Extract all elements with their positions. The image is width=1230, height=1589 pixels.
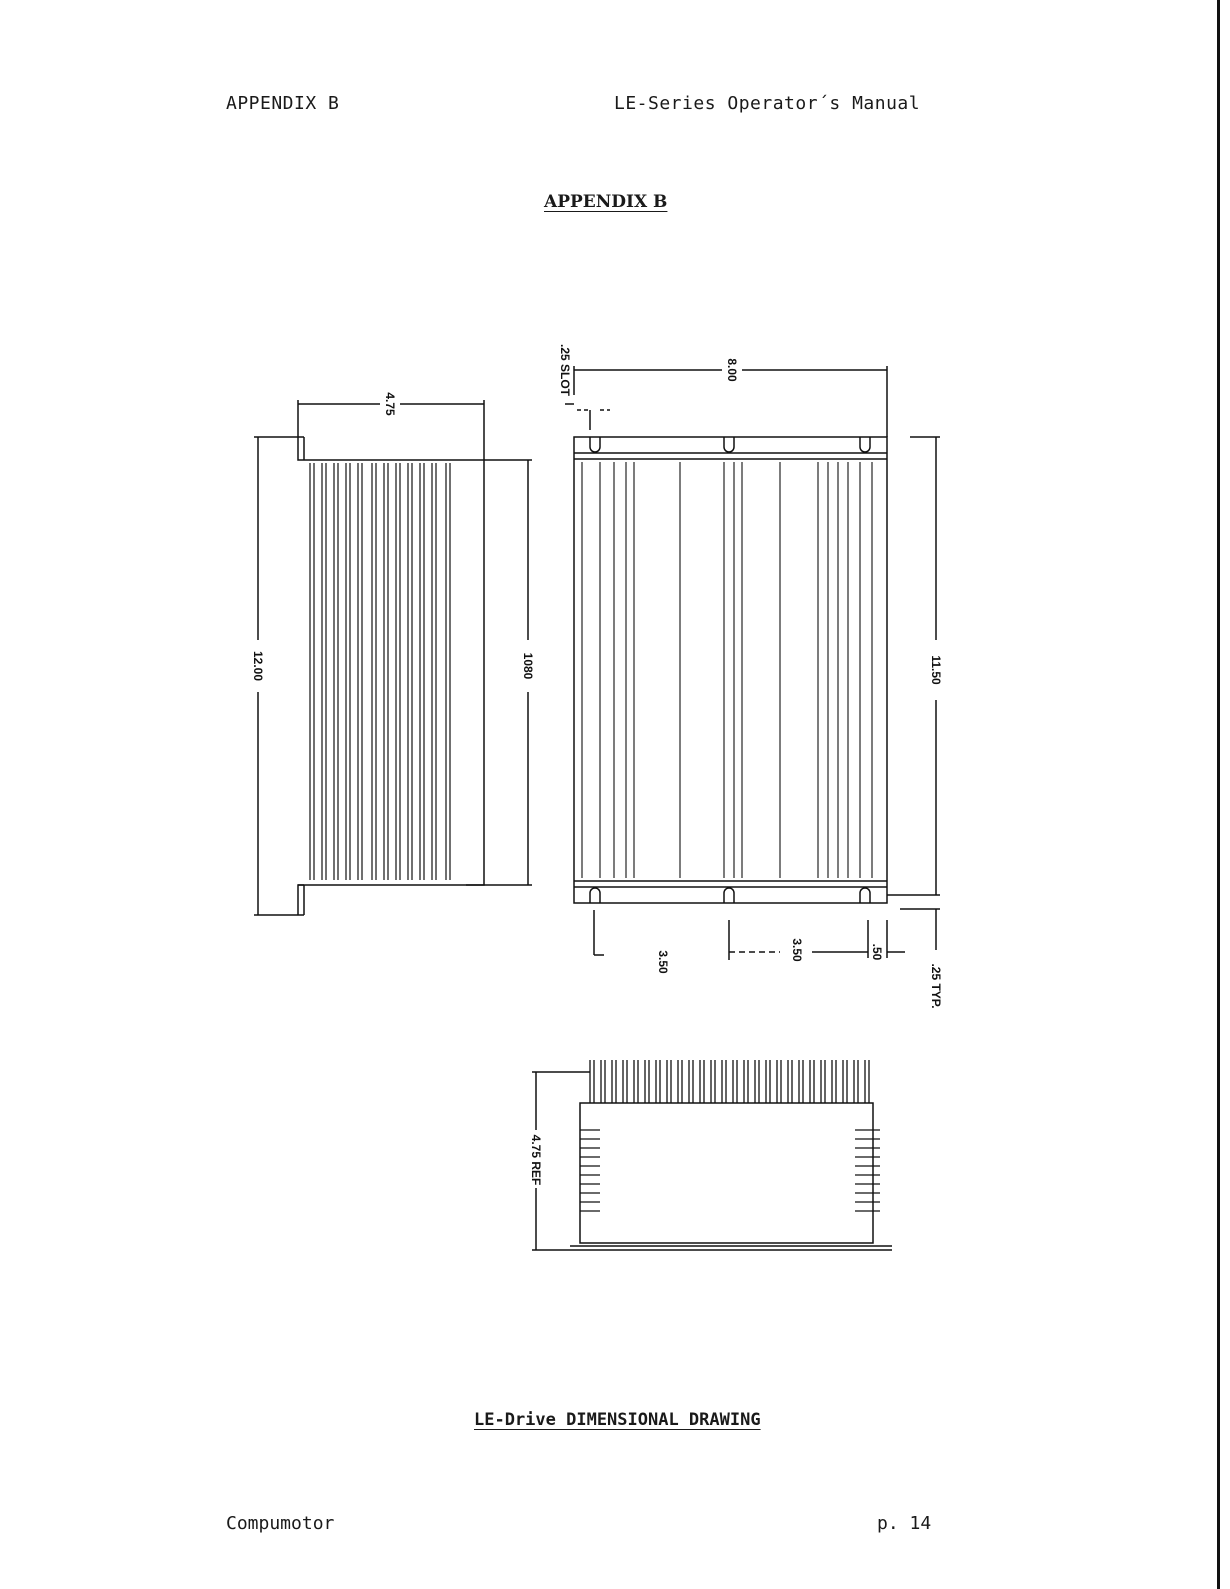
end-view [532, 1060, 892, 1250]
top-typ-dim: .25 TYP. [929, 963, 943, 1009]
side-width-dim: 4.75 [383, 392, 397, 416]
side-height-dim: 12.00 [251, 650, 265, 682]
top-spacing-1: 3.50 [656, 950, 670, 974]
page-title: APPENDIX B [544, 192, 668, 212]
top-view [565, 366, 940, 960]
top-view-outline [574, 437, 887, 903]
end-height-dim: 4.75 REF [529, 1134, 543, 1186]
top-slot-dim: .25 SLOT [558, 343, 572, 397]
top-edge-dim: .50 [870, 943, 884, 961]
top-height-dim: 11.50 [929, 655, 943, 685]
side-view [254, 400, 532, 915]
header-left: APPENDIX B [226, 93, 340, 114]
end-view-body [580, 1103, 873, 1243]
footer-left: Compumotor [226, 1513, 335, 1534]
side-inner-height-dim: 1080 [521, 652, 535, 680]
header-right: LE-Series Operator´s Manual [614, 93, 921, 114]
top-spacing-2: 3.50 [790, 938, 804, 962]
figure-caption: LE-Drive DIMENSIONAL DRAWING [474, 1410, 761, 1430]
footer-right: p. 14 [877, 1513, 932, 1534]
top-width-dim: 8.00 [725, 358, 739, 382]
